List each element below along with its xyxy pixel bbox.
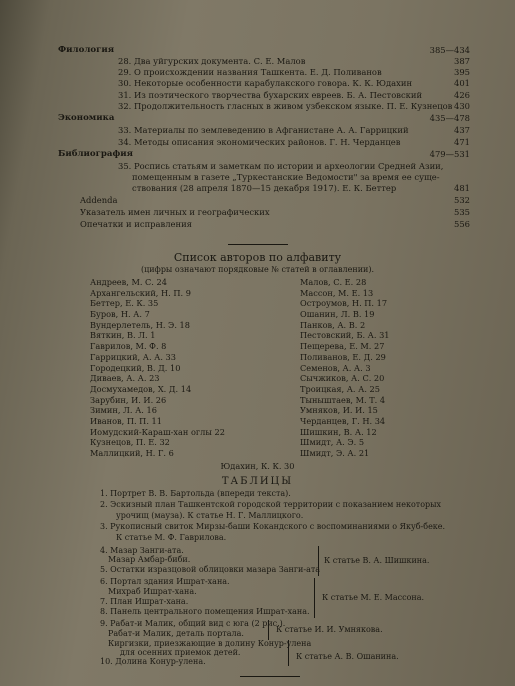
author-entry: Диваев, А. А. 23	[90, 373, 160, 384]
tables-title: ТАБЛИЦЫ	[221, 476, 294, 487]
author-entry: Андреев, М. С. 24	[90, 277, 167, 287]
table-entry: 7. План Ишрат-хана.	[100, 597, 189, 606]
author-entry: Зарубин, И. И. 26	[90, 394, 167, 405]
table-entry: 1. Портрет В. В. Бартольда (впереди текста).	[100, 489, 291, 498]
table-entry: 2. Эскизный план Ташкентской городской территории с показанием некоторых	[100, 500, 442, 509]
table-ref: К статье М. Е. Массона.	[322, 593, 425, 602]
table-entry: для осенних приемок детей.	[120, 648, 241, 657]
author-entry-last: Юдахин, К. К. 30	[220, 461, 295, 471]
author-entry: Сычжиков, А. С. 20	[300, 373, 385, 384]
author-entry: Вундерлетель, Н. Э. 18	[90, 319, 190, 330]
toc-item: 30. Некоторые особенности карабулакского говора. К. К. Юдахин 401	[118, 78, 470, 88]
author-entry: Шмидт, Э. А. 21	[300, 448, 370, 458]
brace	[288, 640, 289, 666]
table-entry: 5. Остатки изразцовой облицовки мазара Занги-ата	[100, 565, 321, 574]
author-entry: Поливанов, Е. Д. 29	[300, 351, 386, 362]
author-entry: Умняков, И. И. 15	[300, 405, 378, 416]
author-entry: Гаврилов, М. Ф. 8	[90, 341, 167, 352]
author-entry: Гаррицкий, А. А. 33	[90, 351, 176, 362]
author-entry: Иванов, П. П. 11	[90, 415, 162, 426]
toc-item: 34. Методы описания экономических районов. Г. Н. Черданцев 471	[118, 137, 470, 147]
divider	[240, 676, 300, 677]
table-entry: 10. Долина Конур-улена.	[100, 657, 206, 666]
table-entry: Рабат-и Малик, деталь портала.	[108, 629, 244, 638]
author-entry: Буров, Н. А. 7	[90, 309, 150, 320]
toc-item: 28. Два уйгурских документа. С. Е. Малов 387	[118, 56, 470, 66]
author-entry: Досмухамедов, Х. Д. 14	[90, 383, 192, 394]
toc-item-continued: помещенным в газете „Туркестанские Ведомости" за время ее суще-	[132, 172, 440, 182]
brace	[314, 578, 315, 618]
author-entry: Шмидт, А. Э. 5	[300, 437, 365, 448]
author-entry: Беттер, Е. К. 35	[90, 298, 159, 309]
divider	[228, 244, 288, 245]
toc-index: Указатель имен личных и географических 535	[80, 207, 470, 217]
author-entry: Массон, М. Е. 13	[300, 287, 374, 298]
author-entry: Малов, С. Е. 28	[300, 277, 367, 287]
author-entry: Панков, А. В. 2	[300, 319, 366, 330]
author-entry: Пестовский, Б. А. 31	[300, 330, 390, 341]
authors-right-column	[300, 278, 390, 460]
toc-section-philology: Филология 385—434	[58, 45, 470, 55]
author-entry: Ошанин, Л. В. 19	[300, 309, 375, 320]
toc-section-economics: Экономика 435—478	[58, 113, 470, 123]
table-entry: Михраб Ишрат-хана.	[108, 587, 197, 596]
author-entry: Пещерева, Е. М. 27	[300, 341, 385, 352]
table-ref: К статье И. И. Умнякова.	[276, 625, 383, 634]
table-entry: 3. Рукописный свиток Мирзы-баши Кокандского с воспоминаниями о Якуб-беке.	[100, 522, 446, 531]
author-entry: Кузнецов, П. Е. 32	[90, 437, 170, 448]
table-entry: 9. Рабат-и Малик, общий вид с юга (2 рис.).	[100, 619, 286, 628]
authors-title: Список авторов по алфавиту	[173, 251, 342, 264]
author-entry: Шишкин, В. А. 12	[300, 426, 377, 437]
author-entry: Тыныштаев, М. Т. 4	[300, 394, 386, 405]
author-entry: Архангельский, Н. П. 9	[90, 287, 191, 298]
table-entry: 8. Панель центрального помещения Ишрат-хана.	[100, 607, 310, 616]
author-entry: Вяткин, В. Л. 1	[90, 330, 156, 341]
author-entry: Семенов, А. А. 3	[300, 362, 371, 373]
table-ref: К статье А. В. Ошанина.	[296, 652, 399, 661]
author-entry: Городецкий, В. Д. 10	[90, 362, 181, 373]
table-entry: 6. Портал здания Ишрат-хана.	[100, 577, 230, 586]
table-entry: Мазар Амбар-биби.	[108, 555, 191, 564]
author-entry: Маллицкий, Н. Г. 6	[90, 448, 174, 458]
toc-item: 35. Роспись статьям и заметкам по истории и археологии Средней Азии,	[118, 161, 444, 171]
authors-subtitle: (цифры означают порядковые № статей в оглавлении).	[140, 265, 375, 274]
author-entry: Остроумов, Н. П. 17	[300, 298, 388, 309]
table-of-contents	[58, 46, 470, 236]
tables-list	[100, 489, 446, 666]
brace	[268, 620, 269, 640]
table-entry: 4. Мазар Занги-ата.	[100, 546, 184, 555]
brace	[318, 546, 319, 576]
toc-item-continued: ствования (28 апреля 1870—15 декабря 1917). Е. К. Беттер 481	[132, 183, 470, 193]
toc-item: 32. Продолжительность гласных в живом узбекском языке. П. Е. Кузнецов 430	[118, 101, 470, 111]
author-entry: Зимин, Л. А. 16	[90, 405, 157, 416]
table-ref: К статье В. А. Шишкина.	[324, 556, 430, 565]
author-entry: Иомудский-Караш-хан оглы 22	[90, 426, 225, 437]
table-entry: Киргизки, приезжающие в долину Конур-улена	[108, 639, 312, 648]
table-entry: К статье М. Ф. Гаврилова.	[116, 533, 227, 542]
author-entry: Троицкая, А. А. 25	[300, 383, 380, 394]
authors-left-column	[90, 278, 225, 460]
toc-addenda: Addenda 532	[80, 195, 470, 205]
toc-errata: Опечатки и исправления 556	[80, 219, 470, 229]
toc-section-bibliography: Библиография 479—531	[58, 149, 470, 159]
author-entry: Черданцев, Г. Н. 34	[300, 415, 386, 426]
toc-item: 33. Материалы по землеведению в Афганистане А. А. Гаррицкий 437	[118, 125, 470, 135]
table-entry: урочищ (мауза). К статье Н. Г. Маллицкого.	[116, 511, 304, 520]
toc-item: 31. Из поэтического творчества бухарских евреев. Б. А. Пестовский 426	[118, 90, 470, 100]
toc-item: 29. О происхождении названия Ташкента. Е. Д. Поливанов 395	[118, 67, 470, 77]
